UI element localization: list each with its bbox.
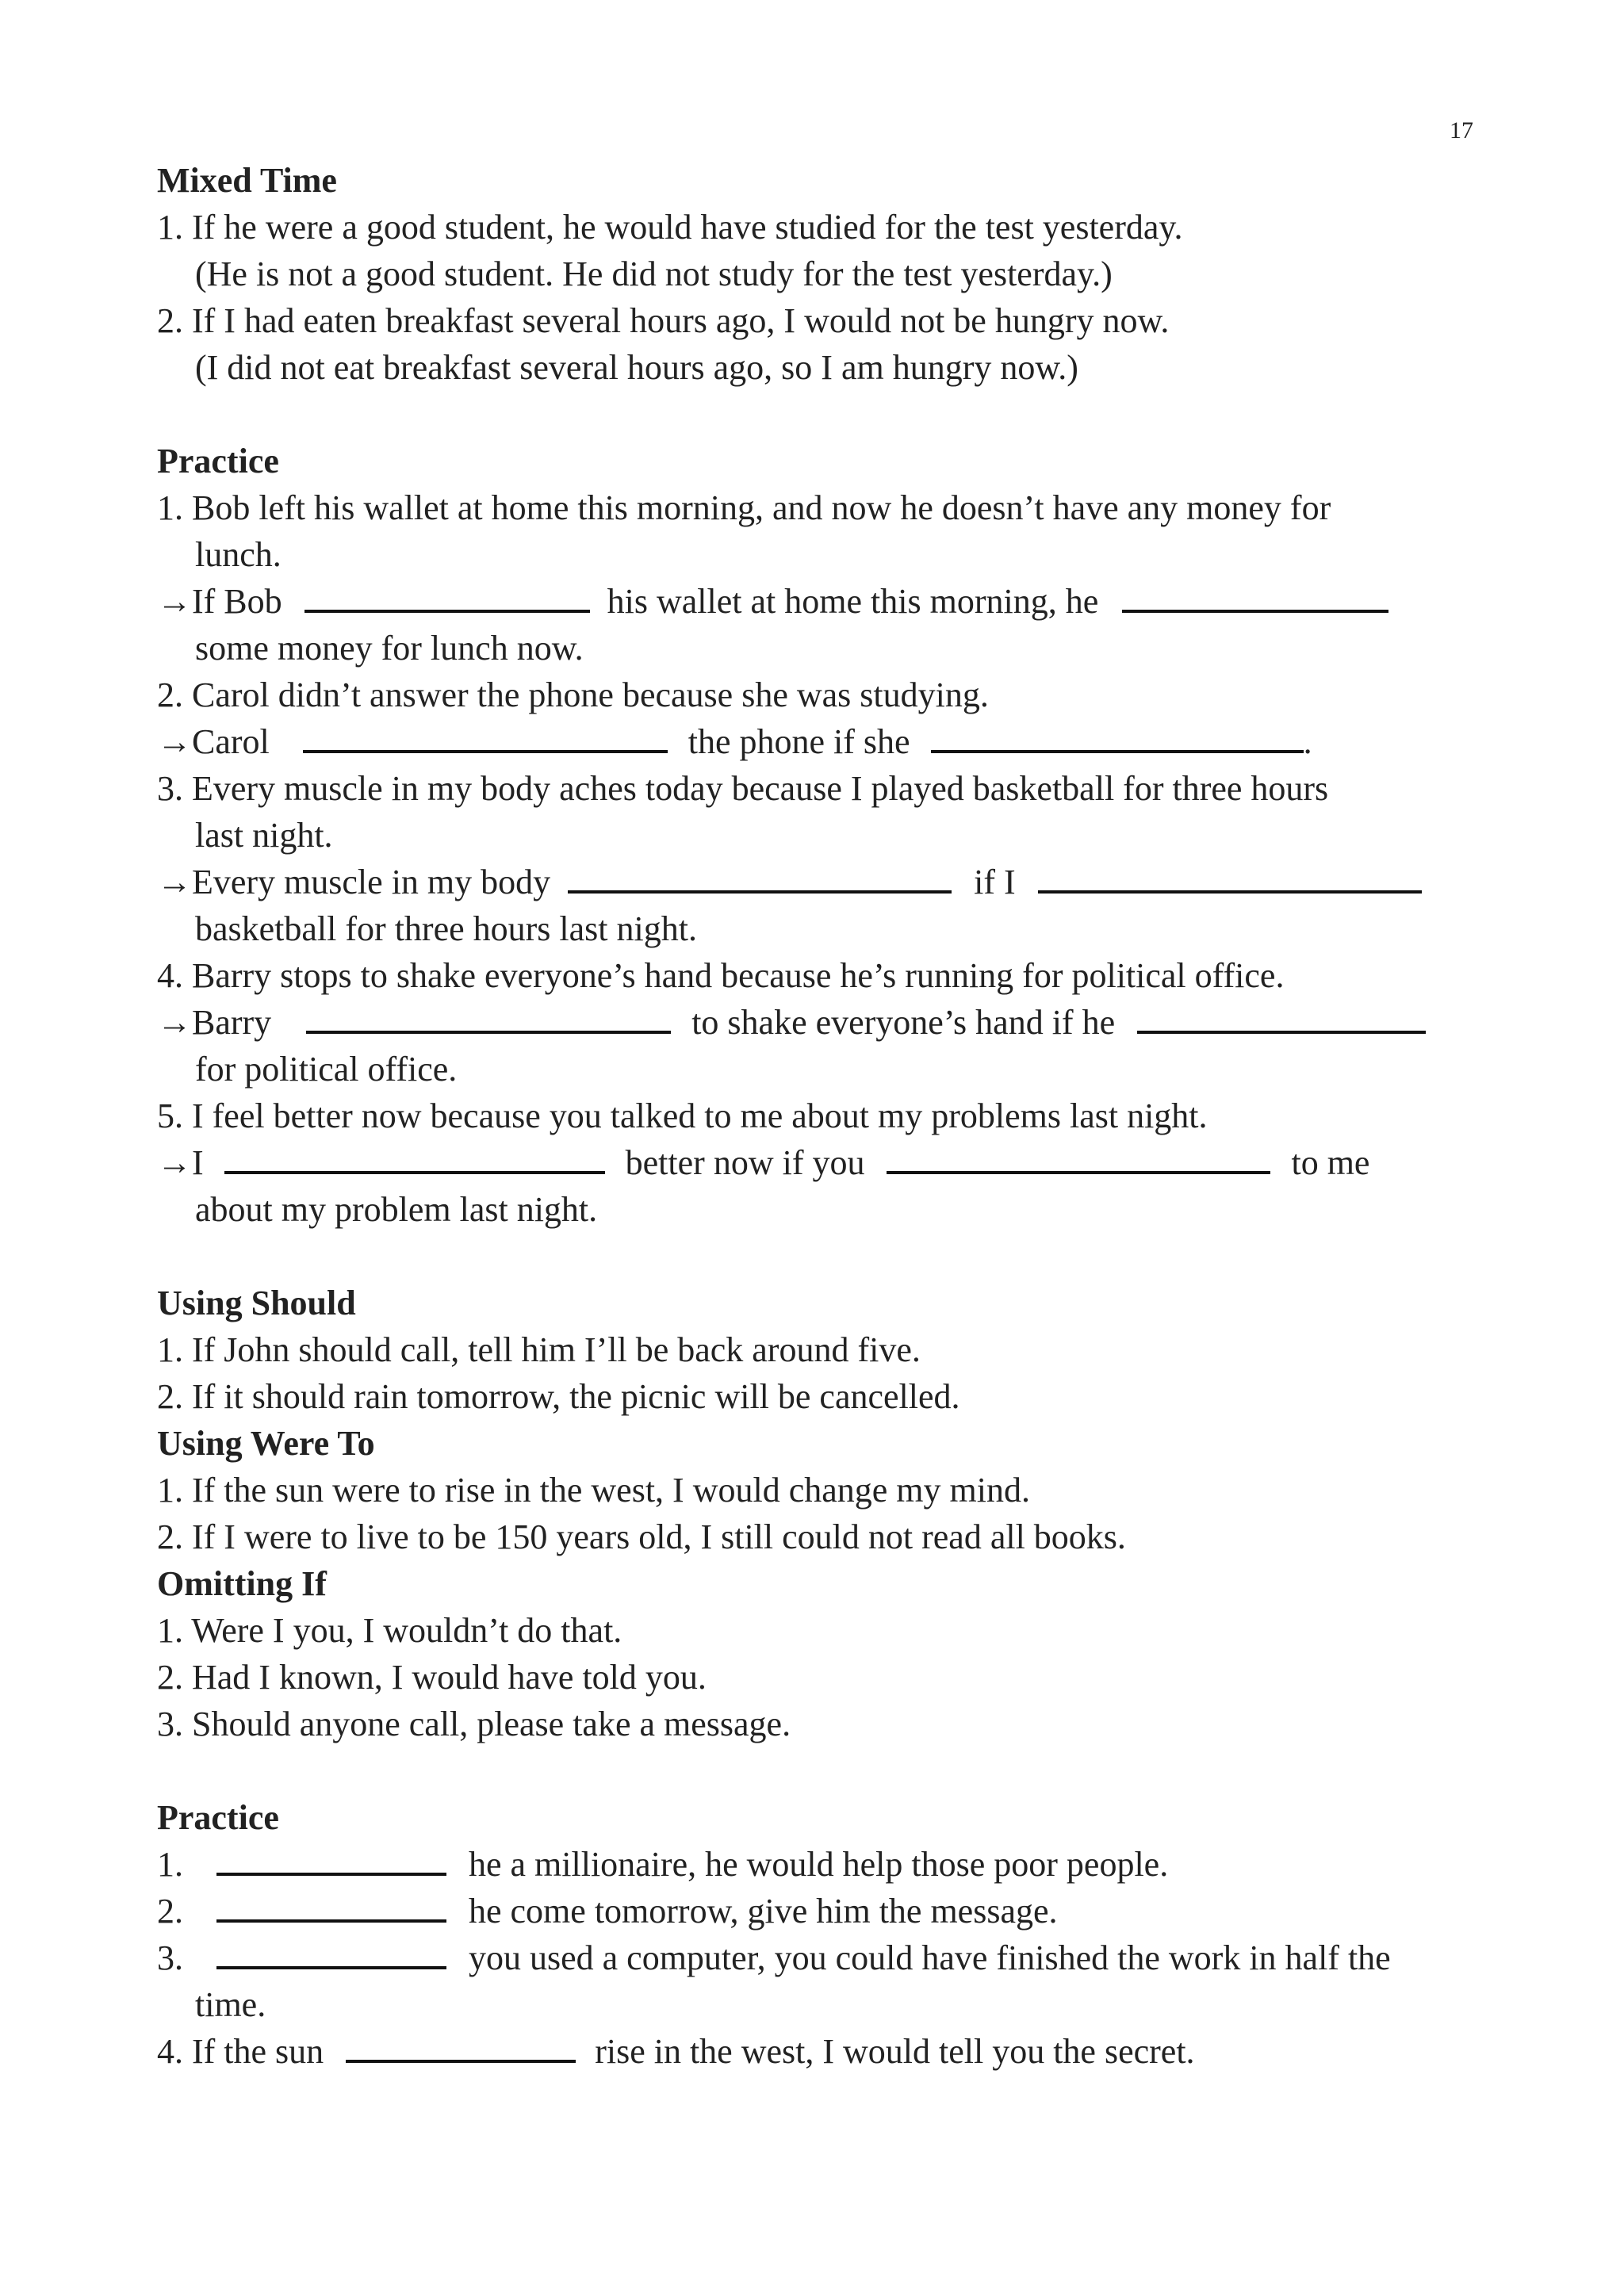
practice1-q3-answer-cont: basketball for three hours last night. — [195, 909, 697, 948]
practice1-q4-answer-cont: for political office. — [195, 1050, 458, 1089]
practice1-q1-line2: lunch. — [195, 535, 282, 574]
page-number: 17 — [1450, 117, 1473, 144]
answer-blank[interactable] — [568, 863, 952, 894]
question-number: 1. — [157, 1845, 183, 1884]
mixed-time-example-1-note: (He is not a good student. He did not study for the test yesterday.) — [195, 254, 1113, 293]
answer-middle: better now if you — [625, 1143, 865, 1182]
answer-blank[interactable] — [224, 1144, 605, 1174]
answer-prefix: →Barry — [157, 1003, 272, 1042]
using-were-to-example-2: 2. If I were to live to be 150 years old, I still could not read all books. — [157, 1517, 1126, 1556]
practice2-q4 — [157, 2030, 1195, 2074]
answer-end: to me — [1291, 1143, 1370, 1182]
answer-blank[interactable] — [303, 723, 668, 753]
answer-prefix: →Carol — [157, 722, 270, 761]
using-were-to-heading: Using Were To — [157, 1424, 375, 1463]
question-number: 2. — [157, 1892, 183, 1931]
question-text: you used a computer, you could have finished the work in half the — [469, 1938, 1391, 1977]
using-should-example-1: 1. If John should call, tell him I’ll be back around five. — [157, 1330, 921, 1369]
question-text: he a millionaire, he would help those poor people. — [469, 1845, 1169, 1884]
practice2-q1 — [157, 1843, 1168, 1887]
answer-blank[interactable] — [216, 1846, 446, 1876]
answer-blank[interactable] — [306, 1004, 671, 1034]
omitting-if-example-3: 3. Should anyone call, please take a message. — [157, 1705, 791, 1743]
practice1-q3-answer — [157, 860, 1422, 905]
omitting-if-example-2: 2. Had I known, I would have told you. — [157, 1658, 707, 1697]
practice2-q3-cont: time. — [195, 1985, 266, 2024]
question-text: rise in the west, I would tell you the secret. — [595, 2032, 1195, 2071]
answer-blank[interactable] — [931, 723, 1304, 753]
answer-blank[interactable] — [1122, 583, 1388, 613]
answer-middle: to shake everyone’s hand if he — [691, 1003, 1116, 1042]
practice1-q3-line1: 3. Every muscle in my body aches today because I played basketball for three hours — [157, 769, 1329, 808]
answer-end: . — [1303, 722, 1312, 761]
answer-prefix: →I — [157, 1143, 204, 1182]
answer-middle: the phone if she — [688, 722, 910, 761]
practice1-q1-line1: 1. Bob left his wallet at home this morning, and now he doesn’t have any money for — [157, 488, 1331, 527]
question-prefix: 4. If the sun — [157, 2032, 324, 2071]
practice1-q5-answer — [157, 1141, 1369, 1185]
answer-blank[interactable] — [887, 1144, 1270, 1174]
answer-middle: his wallet at home this morning, he — [607, 582, 1099, 621]
question-text: he come tomorrow, give him the message. — [469, 1892, 1058, 1931]
mixed-time-example-2-note: (I did not eat breakfast several hours ago, so I am hungry now.) — [195, 348, 1078, 387]
using-should-example-2: 2. If it should rain tomorrow, the picnic will be cancelled. — [157, 1377, 960, 1416]
practice-heading-1: Practice — [157, 442, 279, 480]
practice1-q4-answer — [157, 1001, 1426, 1045]
practice2-q3 — [157, 1936, 1391, 1980]
answer-blank[interactable] — [346, 2033, 576, 2063]
practice1-q2-answer — [157, 720, 1312, 764]
practice1-q1-answer — [157, 580, 1388, 624]
answer-blank[interactable] — [304, 583, 590, 613]
practice1-q2-line1: 2. Carol didn’t answer the phone because she was studying. — [157, 675, 989, 714]
using-should-heading: Using Should — [157, 1284, 356, 1322]
mixed-time-heading: Mixed Time — [157, 161, 337, 200]
answer-blank[interactable] — [1038, 863, 1422, 894]
using-were-to-example-1: 1. If the sun were to rise in the west, I would change my mind. — [157, 1471, 1030, 1510]
practice1-q4-line1: 4. Barry stops to shake everyone’s hand because he’s running for political office. — [157, 956, 1285, 995]
answer-middle: if I — [974, 863, 1016, 901]
practice1-q5-line1: 5. I feel better now because you talked to me about my problems last night. — [157, 1096, 1208, 1135]
mixed-time-example-2: 2. If I had eaten breakfast several hours ago, I would not be hungry now. — [157, 301, 1170, 340]
answer-blank[interactable] — [216, 1892, 446, 1923]
omitting-if-heading: Omitting If — [157, 1564, 327, 1603]
answer-prefix: →If Bob — [157, 582, 282, 621]
practice1-q1-answer-cont: some money for lunch now. — [195, 629, 584, 668]
practice-heading-2: Practice — [157, 1798, 279, 1837]
practice1-q3-line2: last night. — [195, 816, 333, 855]
answer-blank[interactable] — [1137, 1004, 1426, 1034]
question-number: 3. — [157, 1938, 183, 1977]
practice2-q2 — [157, 1889, 1058, 1934]
practice1-q5-answer-cont: about my problem last night. — [195, 1190, 598, 1229]
mixed-time-example-1: 1. If he were a good student, he would have studied for the test yesterday. — [157, 208, 1183, 247]
answer-blank[interactable] — [216, 1939, 446, 1969]
answer-prefix: →Every muscle in my body — [157, 863, 551, 901]
omitting-if-example-1: 1. Were I you, I wouldn’t do that. — [157, 1611, 622, 1650]
